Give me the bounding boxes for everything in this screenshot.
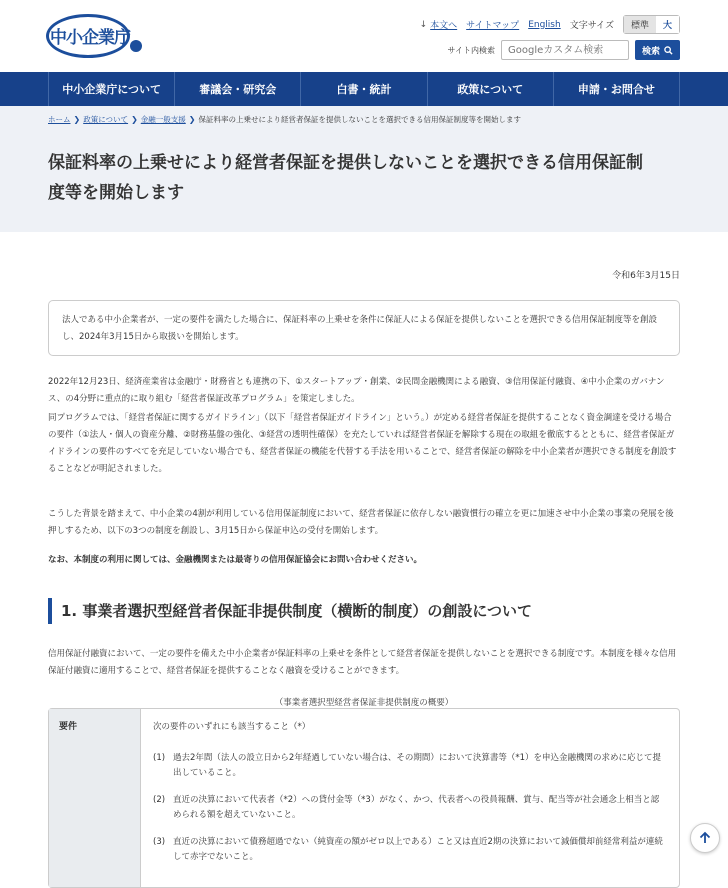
- search-button[interactable]: [635, 40, 680, 60]
- requirement-number: (1): [153, 753, 166, 763]
- arrow-down-icon: ↓: [419, 19, 428, 30]
- paragraph-1: 2022年12月23日、経済産業省は金融庁・財務省とも連携の下、①スタートアップ・創業、②民間金融機関による融資、③信用保証付融資、④中小企業のガバナンス、の4分野に重点的に取り組む「経営者保証改革プログラム」を策定しました。: [48, 377, 665, 404]
- global-nav: [0, 72, 728, 106]
- requirement-item: [153, 751, 667, 781]
- requirements-intro: 次の要件のいずれにも該当すること（*）: [153, 722, 311, 732]
- summary-box: 法人である中小企業者が、一定の要件を満たした場合に、保証料率の上乗せを条件に保証人による保証を提供しないことを選択できる信用保証制度等を創設し、2024年3月15日から取扱いを開始します。: [48, 300, 680, 356]
- requirement-text: 直近の決算において債務超過でない（純資産の額がゼロ以上である）こと又は直近2期の決算において減価償却前経常利益が連続して赤字でないこと。: [173, 837, 663, 862]
- english-link[interactable]: English: [528, 19, 561, 30]
- search-label: サイト内検索: [447, 45, 495, 55]
- breadcrumb-current: 保証料率の上乗せにより経営者保証を提供しないことを選択できる信用保証制度等を開始します: [198, 115, 521, 124]
- contact-note: なお、本制度の利用に関しては、金融機関または最寄りの信用保証協会にお問い合わせください。: [48, 555, 423, 565]
- nav-councils[interactable]: 審議会・研究会: [174, 72, 300, 106]
- requirements-table: [48, 708, 680, 888]
- publish-date: 令和6年3月15日: [612, 271, 680, 281]
- scroll-to-top-button[interactable]: [690, 823, 720, 853]
- site-search: [448, 40, 680, 60]
- paragraph-2: 同プログラムでは、「経営者保証に関するガイドライン」（以下「経営者保証ガイドライン」という。）が定める経営者保証を提供することなく資金調達を受ける場合の要件（①法人・個人の資産分離、②財務基盤の強化、③経営の透明性確保）を充たしていれば経営者保証を解除する現在の取組を徹底するとともに、経営者保証ガイドラインの要件のすべてを充足していない場合でも、経営者保証の機能を代替する手法を用いることで、経営者保証の解除を中小企業者が選択できる制度を創設することなどが明記されました。: [48, 413, 677, 474]
- font-size-standard-button[interactable]: 標準: [624, 16, 656, 33]
- breadcrumb-finance[interactable]: 金融一般支援: [140, 115, 186, 124]
- title-band: [0, 106, 728, 232]
- arrow-up-icon: [698, 831, 712, 845]
- skip-to-content-link[interactable]: 本文へ: [430, 21, 458, 31]
- site-logo[interactable]: [46, 10, 146, 62]
- requirement-number: (3): [153, 837, 166, 847]
- requirements-body: [141, 709, 679, 887]
- nav-about[interactable]: 中小企業庁について: [48, 72, 174, 106]
- paragraph-3: こうした背景を踏まえて、中小企業の4割が利用している信用保証制度において、経営者保証に依存しない融資慣行の確立を更に加速させ中小企業の事業の発展を後押しするため、以下の3つの制度を創設し、3月15日から保証申込の受付を開始します。: [48, 509, 674, 536]
- chevron-right-icon: ❯: [131, 115, 138, 124]
- breadcrumb-home[interactable]: ホーム: [48, 115, 71, 124]
- chevron-right-icon: ❯: [73, 115, 81, 124]
- table-caption: （事業者選択型経営者保証非提供制度の概要）: [274, 698, 454, 708]
- font-size-label: 文字サイズ: [569, 21, 614, 31]
- font-size-large-button[interactable]: 大: [656, 16, 679, 33]
- breadcrumb-policy[interactable]: 政策について: [83, 115, 129, 124]
- page-title-line1: 保証料率の上乗せにより経営者保証を提供しないことを選択できる信用保証制: [48, 153, 643, 173]
- requirement-item: [153, 835, 667, 865]
- font-size-toggle: [623, 15, 680, 34]
- nav-contact[interactable]: 申請・お問合せ: [553, 72, 680, 106]
- utility-links: [420, 15, 680, 34]
- requirement-text: 直近の決算において代表者（*2）への貸付金等（*3）がなく、かつ、代表者への役員報酬、賞与、配当等が社会通念上相当と認められる額を超えていないこと。: [173, 795, 660, 820]
- nav-whitepaper[interactable]: 白書・統計: [300, 72, 426, 106]
- section-1-title: 1. 事業者選択型経営者保証非提供制度（横断的制度）の創設について: [48, 598, 680, 624]
- page-title-line2: 度等を開始します: [48, 183, 184, 203]
- requirements-header: 要件: [49, 709, 141, 887]
- logo-text: 中小企業庁: [50, 28, 130, 48]
- chevron-right-icon: ❯: [188, 115, 196, 124]
- sitemap-link[interactable]: サイトマップ: [466, 21, 520, 31]
- search-input[interactable]: [501, 40, 629, 60]
- search-button-label: 検索: [641, 46, 660, 57]
- section-1-text: 信用保証付融資において、一定の要件を備えた中小企業者が保証料率の上乗せを条件として経営者保証を提供しないことを選択できる制度です。本制度を様々な信用保証付融資に適用することで、経営者保証を提供することなく融資を受けることができます。: [48, 649, 677, 676]
- breadcrumb: [48, 114, 521, 125]
- requirement-number: (2): [153, 795, 166, 805]
- site-header: [0, 0, 728, 72]
- page-title: [48, 148, 684, 208]
- requirement-item: [153, 793, 667, 823]
- requirement-text: 過去2年間（法人の設立日から2年経過していない場合は、その期間）において決算書等（*1）を申込金融機関の求めに応じて提出していること。: [173, 753, 661, 778]
- logo-dot: [130, 40, 142, 52]
- search-icon: [664, 46, 673, 55]
- nav-policy[interactable]: 政策について: [427, 72, 553, 106]
